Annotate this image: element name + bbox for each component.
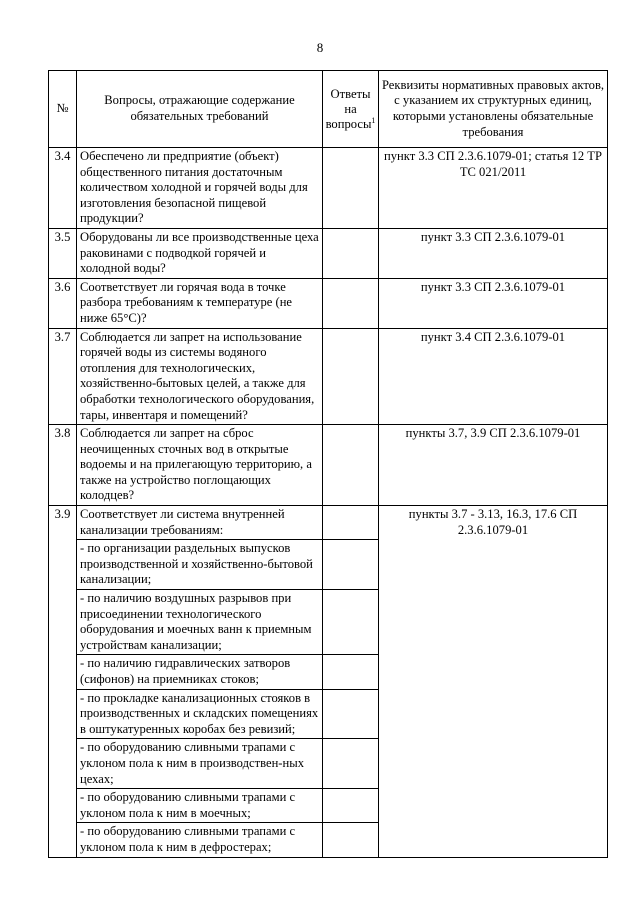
subrow-question: - по оборудованию сливными трапами с уклоном пола к ним в дефростерах; [77,823,323,857]
row-number: 3.4 [49,148,77,229]
row-answer-cell[interactable] [323,823,379,857]
row-requisites: пункт 3.3 СП 2.3.6.1079-01 [379,228,608,278]
table-row [49,425,608,506]
row-requisites: пункт 3.3 СП 2.3.6.1079-01; статья 12 ТР ТС 021/2011 [379,148,608,229]
row-requisites: пункты 3.7, 3.9 СП 2.3.6.1079-01 [379,425,608,506]
table-row [49,328,608,425]
table-row [49,506,608,540]
subrow-question: - по наличию гидравлических затворов (сифонов) на приемниках стоков; [77,655,323,689]
subrow-question: - по наличию воздушных разрывов при присоединении технологического оборудования и моечных ванн к приемным устройствам канализации; [77,590,323,655]
row-number: 3.9 [49,506,77,857]
subrow-question: - по оборудованию сливными трапами с уклоном пола к ним в производствен-ных цехах; [77,739,323,789]
row-question: Оборудованы ли все производственные цеха раковинами с подводкой горячей и холодной воды? [77,228,323,278]
row-answer-cell[interactable] [323,228,379,278]
table-header-row [49,71,608,148]
header-questions: Вопросы, отражающие содержание обязательных требований [77,71,323,148]
row-answer-cell[interactable] [323,540,379,590]
row-answer-cell[interactable] [323,328,379,425]
row-question: Соблюдается ли запрет на сброс неочищенных сточных вод в открытые водоемы и на прилегающую территорию, а также на устройство поглощающих колодцев? [77,425,323,506]
row-question: Соответствует ли система внутренней канализации требованиям: [77,506,323,540]
row-answer-cell[interactable] [323,278,379,328]
row-requisites: пункты 3.7 - 3.13, 16.3, 17.6 СП 2.3.6.1079-01 [379,506,608,857]
table-row [49,228,608,278]
header-num: № [49,71,77,148]
header-answers-label: Ответы на вопросы [325,86,372,131]
header-answers [323,71,379,148]
requirements-table [48,70,608,858]
row-number: 3.5 [49,228,77,278]
table-row [49,148,608,229]
row-answer-cell[interactable] [323,655,379,689]
subrow-question: - по оборудованию сливными трапами с уклоном пола к ним в моечных; [77,789,323,823]
row-number: 3.6 [49,278,77,328]
row-number: 3.8 [49,425,77,506]
subrow-question: - по организации раздельных выпусков производственной и хозяйственно-бытовой канализации; [77,540,323,590]
row-question: Соответствует ли горячая вода в точке разбора требованиям к температуре (не ниже 65°С)? [77,278,323,328]
header-answers-footnote: 1 [371,115,376,125]
row-answer-cell[interactable] [323,689,379,739]
row-requisites: пункт 3.4 СП 2.3.6.1079-01 [379,328,608,425]
table-row [49,278,608,328]
subrow-question: - по прокладке канализационных стояков в производственных и складских помещениях в оштукатуренных коробах без ревизий; [77,689,323,739]
page-number: 8 [316,40,324,55]
header-requisites: Реквизиты нормативных правовых актов, с указанием их структурных единиц, которыми установлены обязательные требования [379,71,608,148]
row-question: Соблюдается ли запрет на использование горячей воды из системы водяного отопления для технологических, хозяйственно-бытовых целей, а также для обработки технологического оборудования, тары, инвентаря и помещений? [77,328,323,425]
row-answer-cell[interactable] [323,148,379,229]
row-question: Обеспечено ли предприятие (объект) общественного питания достаточным количеством холодной и горячей воды для изготовления безопасной пищевой продукции? [77,148,323,229]
row-number: 3.7 [49,328,77,425]
row-answer-cell[interactable] [323,425,379,506]
row-answer-cell[interactable] [323,739,379,789]
row-answer-cell[interactable] [323,506,379,540]
row-answer-cell[interactable] [323,590,379,655]
row-answer-cell[interactable] [323,789,379,823]
row-requisites: пункт 3.3 СП 2.3.6.1079-01 [379,278,608,328]
